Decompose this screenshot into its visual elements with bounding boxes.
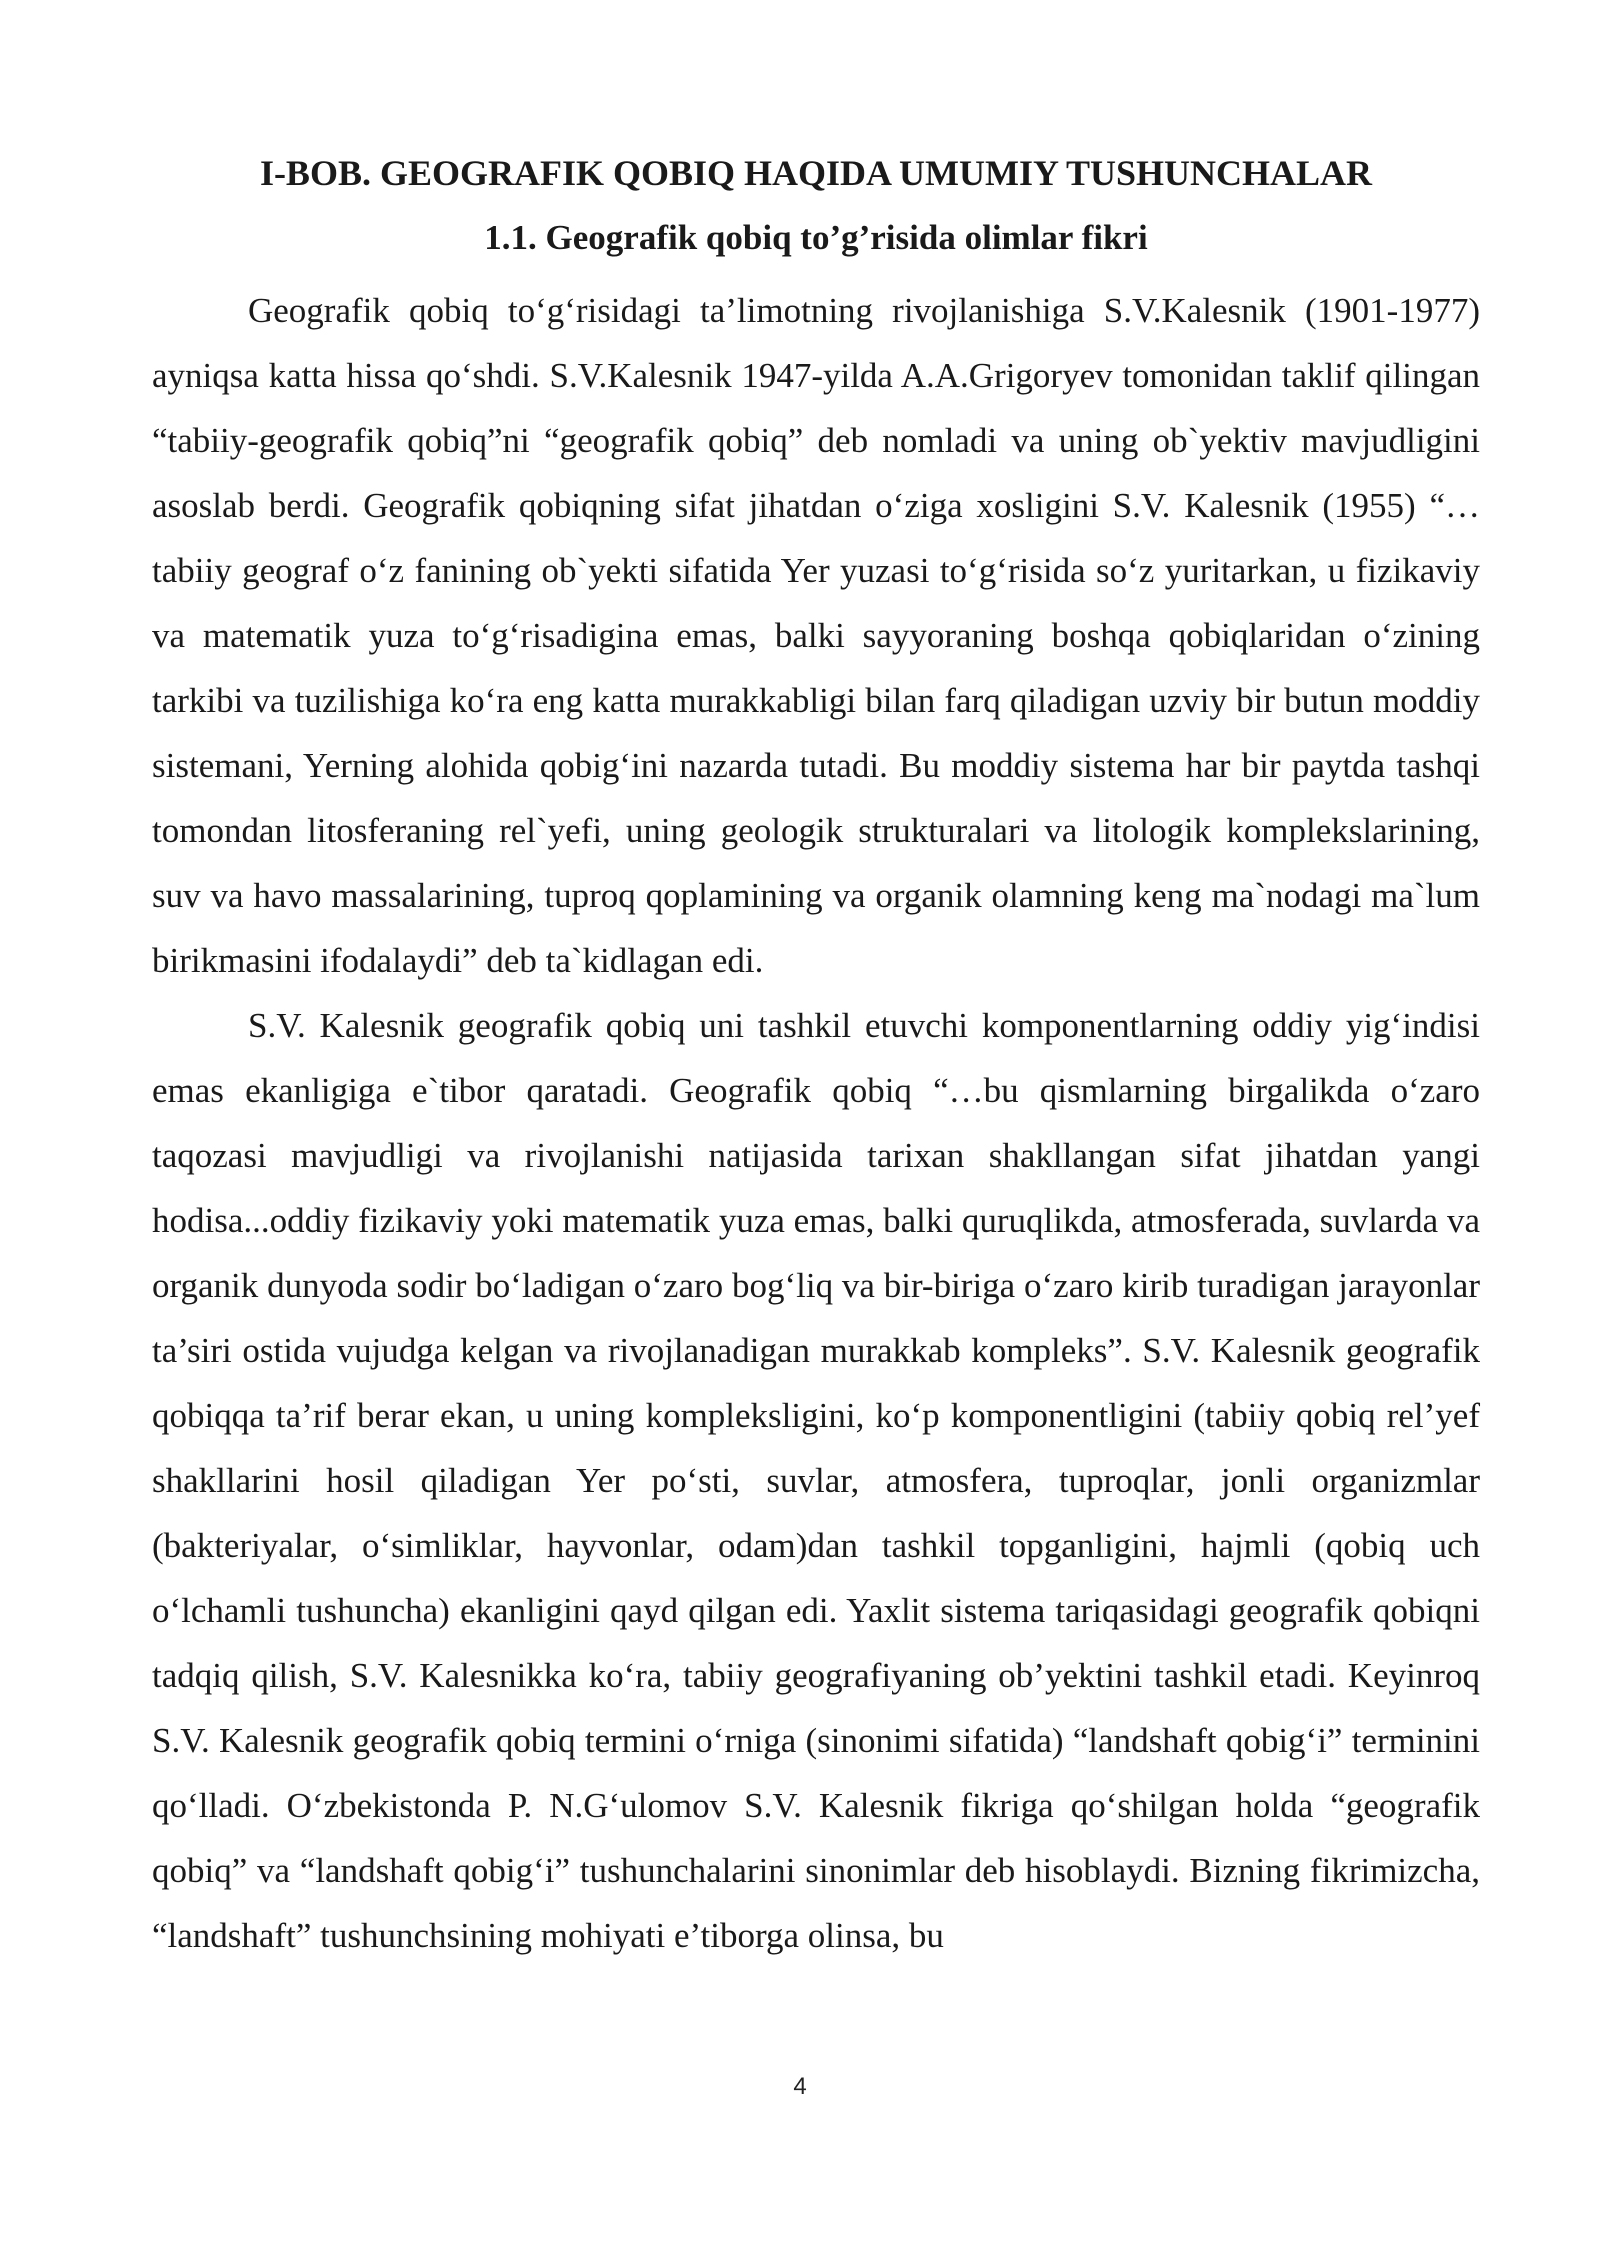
page-content: [152, 148, 1480, 1968]
paragraph-1: Geografik qobiq to‘g‘risidagi ta’limotning rivojlanishiga S.V.Kalesnik (1901-1977) ayniqsa katta hissa qo‘shdi. S.V.Kalesnik 1947-yilda A.A.Grigoryev tomonidan taklif qilingan “tabiiy-geografik qobiq”ni “geografik qobiq” deb nomladi va uning ob`yektiv mavjudligini asoslab berdi. Geografik qobiqning sifat jihatdan o‘ziga xosligini S.V. Kalesnik (1955) “…tabiiy geograf o‘z fanining ob`yekti sifatida Yer yuzasi to‘g‘risida so‘z yuritarkan, u fizikaviy va matematik yuza to‘g‘risadigina emas, balki sayyoraning boshqa qobiqlaridan o‘zining tarkibi va tuzilishiga ko‘ra eng katta murakkabligi bilan farq qiladigan uzviy bir butun moddiy sistemani, Yerning alohida qobig‘ini nazarda tutadi. Bu moddiy sistema har bir paytda tashqi tomondan litosferaning rel`yefi, uning geologik strukturalari va litologik komplekslarining, suv va havo massalarining, tuproq qoplamining va organik olamning keng ma`nodagi ma`lum birikmasini ifodalaydi” deb ta`kidlagan edi.: [152, 291, 1480, 980]
section-title: 1.1. Geografik qobiq to’g’risida olimlar fikri: [484, 218, 1148, 257]
page-number: 4: [793, 2073, 807, 2100]
chapter-title: I-BOB. GEOGRAFIK QOBIQ HAQIDA UMUMIY TUSHUNCHALAR: [259, 153, 1373, 193]
paragraph-2: S.V. Kalesnik geografik qobiq uni tashkil etuvchi komponentlarning oddiy yig‘indisi emas ekanligiga e`tibor qaratadi. Geografik qobiq “…bu qismlarning birgalikda o‘zaro taqozasi mavjudligi va rivojlanishi natijasida tarixan shakllangan sifat jihatdan yangi hodisa...oddiy fizikaviy yoki matematik yuza emas, balki quruqlikda, atmosferada, suvlarda va organik dunyoda sodir bo‘ladigan o‘zaro bog‘liq va bir-biriga o‘zaro kirib turadigan jarayonlar ta’siri ostida vujudga kelgan va rivojlanadigan murakkab kompleks”. S.V. Kalesnik geografik qobiqqa ta’rif berar ekan, u uning kompleksligini, ko‘p komponentligini (tabiiy qobiq rel’yef shakllarini hosil qiladigan Yer po‘sti, suvlar, atmosfera, tuproqlar, jonli organizmlar (bakteriyalar, o‘simliklar, hayvonlar, odam)dan tashkil topganligini, hajmli (qobiq uch o‘lchamli tushuncha) ekanligini qayd qilgan edi. Yaxlit sistema tariqasidagi geografik qobiqni tadqiq qilish, S.V. Kalesnikka ko‘ra, tabiiy geografiyaning ob’yektini tashkil etadi. Keyinroq S.V. Kalesnik geografik qobiq termini o‘rniga (sinonimi sifatida) “landshaft qobig‘i” terminini qo‘lladi. O‘zbekistonda P. N.G‘ulomov S.V. Kalesnik fikriga qo‘shilgan holda “geografik qobiq” va “landshaft qobig‘i” tushunchalarini sinonimlar deb hisoblaydi. Bizning fikrimizcha, “landshaft” tushunchsining mohiyati e’tiborga olinsa, bu: [152, 1006, 1480, 1955]
